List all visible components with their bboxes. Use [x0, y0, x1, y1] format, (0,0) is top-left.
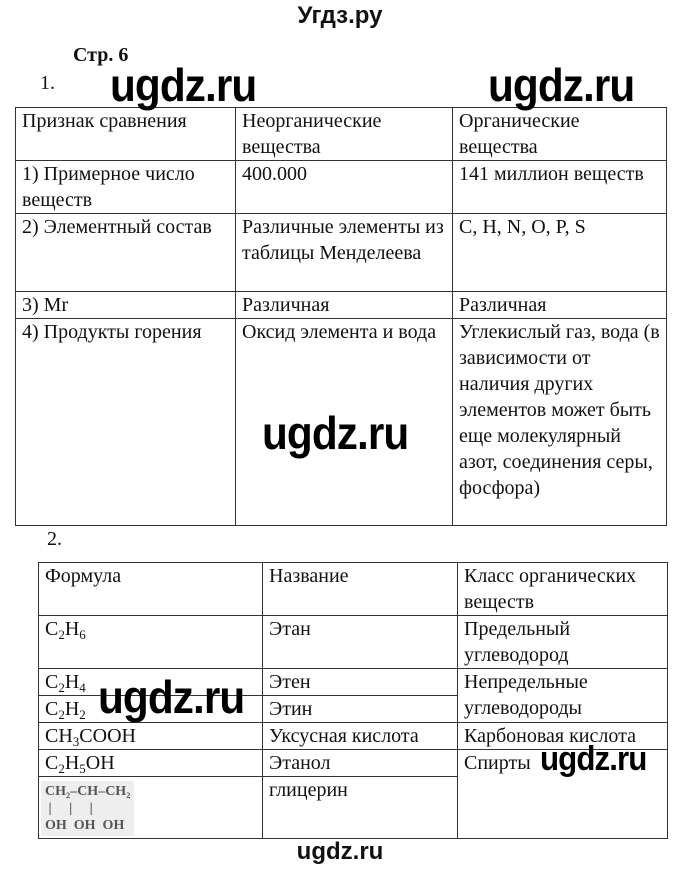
formula-subscript: 4 — [79, 680, 86, 695]
formula-subscript: 5 — [79, 761, 86, 776]
formula-cell — [39, 616, 263, 669]
name-cell: глицерин — [263, 777, 458, 839]
name-cell: Этан — [263, 616, 458, 669]
watermark: ugdz.ru — [110, 59, 257, 111]
watermark: ugdz.ru — [98, 671, 245, 723]
header-cell: Признак сравнения — [16, 108, 236, 161]
table-cell: Различные элементы из таблицы Менделеева — [236, 214, 453, 292]
task-number: 2. — [47, 528, 62, 550]
table-row — [16, 292, 667, 319]
class-cell: Спирты — [458, 750, 668, 839]
formula-cell — [39, 750, 263, 777]
class-cell: Карбоновая кислота — [458, 723, 668, 750]
table-cell: Различная — [453, 292, 667, 319]
table-cell: Углекислый газ, вода (в зависимости от наличия других элементов может быть еще молекулярный азот, соединения серы, фосфора) — [453, 319, 667, 526]
formula-subscript: 2 — [58, 707, 65, 722]
watermark: ugdz.ru — [488, 59, 635, 111]
formula-subscript: 2 — [58, 627, 65, 642]
footer-watermark: ugdz.ru — [296, 838, 384, 865]
table-row — [16, 214, 667, 292]
formula-part: COOH — [79, 725, 136, 747]
table-cell: 400.000 — [236, 161, 453, 214]
formula-subscript: 3 — [72, 734, 80, 749]
formula-subscript: 2 — [58, 680, 65, 695]
table-cell: 141 миллион веществ — [453, 161, 667, 214]
table-cell: Различная — [236, 292, 453, 319]
formula-subscript: 6 — [79, 627, 86, 642]
formula-cell — [39, 777, 263, 839]
formula-part: H — [64, 618, 80, 640]
formula-cell — [39, 723, 263, 750]
table-cell: C, H, N, O, P, S — [453, 214, 667, 292]
table-cell: 3) Mr — [16, 292, 236, 319]
table-cell: 1) Примерное число веществ — [16, 161, 236, 214]
name-cell: Этанол — [263, 750, 458, 777]
table-header-row — [16, 108, 667, 161]
formula-part: C — [45, 752, 59, 774]
formula-part: H — [64, 698, 80, 720]
table-cell: 4) Продукты горения — [16, 319, 236, 526]
formula-part: H — [64, 671, 80, 693]
header-cell: Формула — [39, 563, 263, 616]
table-row — [16, 161, 667, 214]
formula-part: OH — [85, 752, 115, 774]
formula-part: C — [45, 671, 59, 693]
header-cell: Класс органических веществ — [458, 563, 668, 616]
table-row — [39, 616, 668, 669]
name-cell: Этен — [263, 669, 458, 696]
name-cell: Этин — [263, 696, 458, 723]
formula-part: H — [64, 752, 80, 774]
page-reference: Стр. 6 — [73, 44, 129, 66]
comparison-table — [15, 107, 667, 526]
table-cell: Оксид элемента и вода — [236, 319, 453, 526]
header-cell: Название — [263, 563, 458, 616]
name-cell: Уксусная кислота — [263, 723, 458, 750]
formula-part: CH — [45, 725, 73, 747]
table-cell: 2) Элементный состав — [16, 214, 236, 292]
header-cell: Органические вещества — [453, 108, 667, 161]
formula-part: C — [45, 618, 59, 640]
task-number: 1. — [40, 72, 55, 94]
watermark: ugdz.ru — [262, 407, 409, 459]
site-title: Угдз.ру — [297, 2, 383, 29]
class-cell: Непредельные углеводороды — [458, 669, 668, 723]
header-cell: Неорганические вещества — [236, 108, 453, 161]
table-header-row — [39, 563, 668, 616]
class-cell: Предельный углеводород — [458, 616, 668, 669]
glycerin-structural-formula: CH₂–CH–CH₂ | | | OH OH OH — [41, 781, 134, 836]
watermark: ugdz.ru — [540, 740, 647, 778]
formula-part: C — [45, 698, 59, 720]
formula-subscript: 2 — [58, 761, 65, 776]
formula-subscript: 2 — [79, 707, 86, 722]
